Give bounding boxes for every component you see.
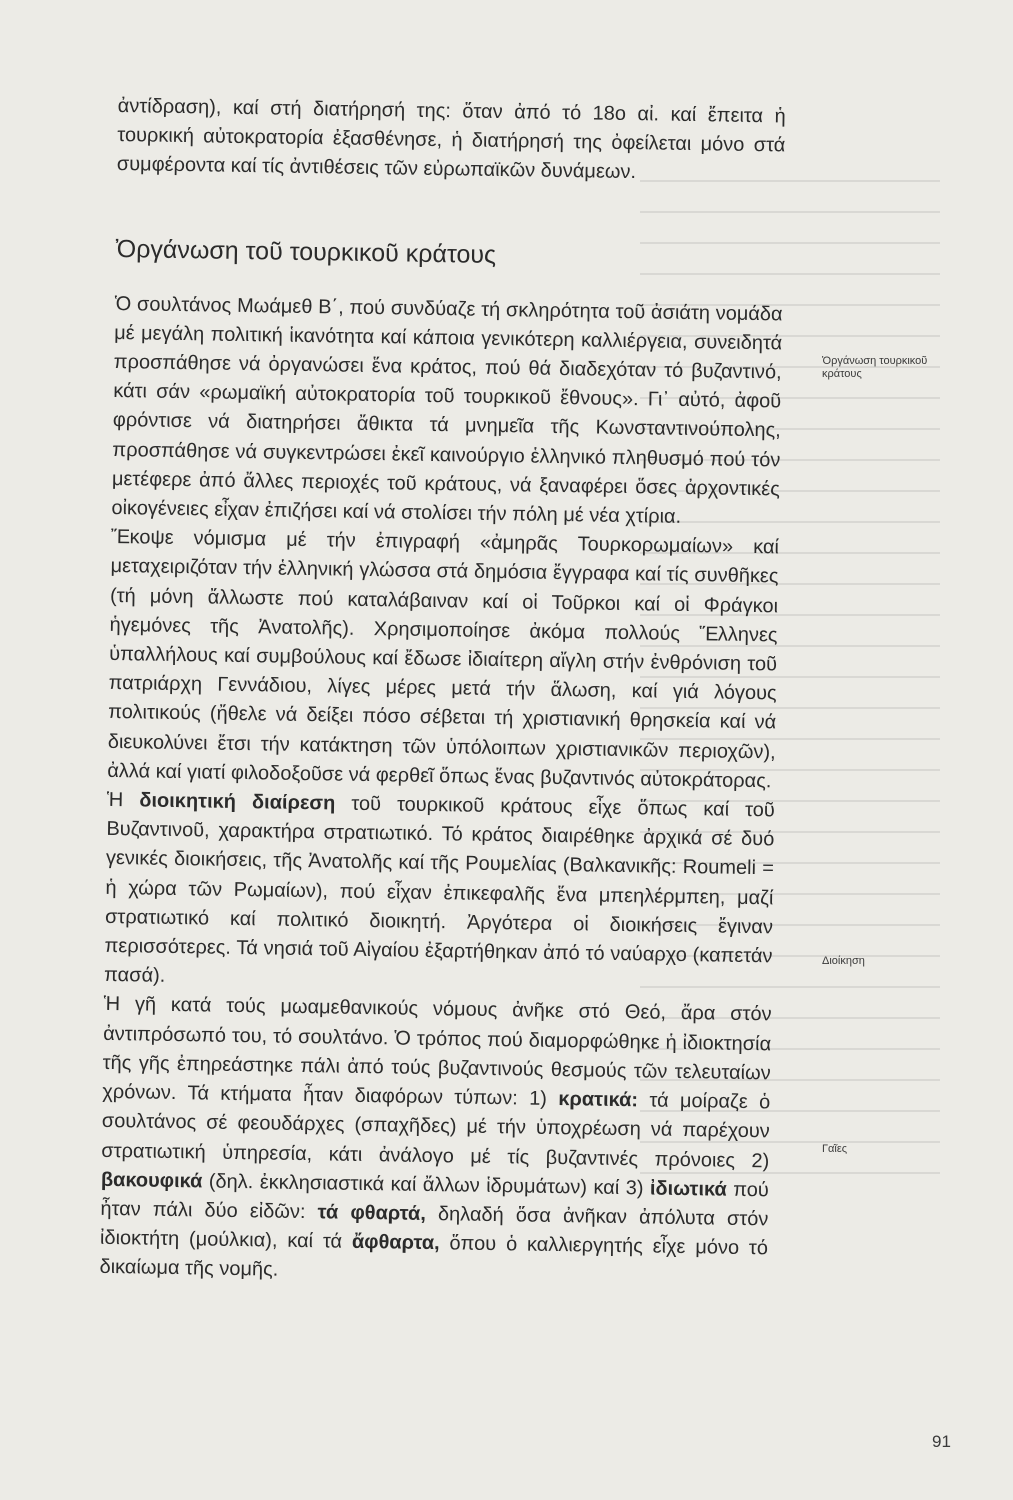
section-heading: Ὀργάνωση τοῦ τουρκικοῦ κράτους xyxy=(115,234,497,269)
paragraph-3 xyxy=(104,786,775,1001)
intro-paragraph: ἀντίδραση), καί στή διατήρησή της: ὅταν ἀπό τό 18ο αἰ. καί ἔπειτα ἡ τουρκική αὐτοκρατορία ἐξασθένησε, ἡ διατήρησή της ὀφείλεται μόνο στά συμφέροντα καί τίς ἀντιθέσεις τῶν εὐρωπαϊκῶν δυνάμεων. xyxy=(116,94,786,184)
page-number: 91 xyxy=(932,1432,951,1451)
paragraph-3-text: τοῦ τουρκικοῦ κράτους εἶχε ὅπως καί τοῦ Βυζαντινοῦ, χαρακτήρα στρατιωτικό. Τό κράτος διαιρέθηκε ἀρχικά σέ δυό γενικές διοικήσεις, τῆς Ἀνατολῆς καί τῆς Ρουμελίας (Βαλκανικῆς: Roumeli = ἡ χώρα τῶν Ρωμαίων), πού εἶχαν ἐπικεφαλῆς ἕνα μπεηλέρμπεη, μαζί στρατιωτικό καί πολιτικό διοικητή. Ἀργότερα οἱ διοικήσεις ἔγιναν περισσότερες. Τά νησιά τοῦ Αἰγαίου ἐξαρτήθηκαν ἀπό τό ναύαρχο (καπετάν πασά). xyxy=(103,792,775,988)
paragraph-4 xyxy=(99,990,772,1292)
paragraph-4-text: Ἡ γῆ κατά τούς μωαμεθανικούς νόμους ἀνῆκε στό Θεό, ἄρα στόν ἀντιπρόσωπό του, τό σουλτάνο. Ὁ τρόπος πού διαμορφώθηκε ἡ ἰδιοκτησία τῆς γῆς ἐπηρεάστηκε πάλι ἀπό τούς βυζαντινούς θεσμούς τῶν τελευταίων χρόνων. Τά κτήματα ἦταν διαφόρων τύπων: 1) xyxy=(102,993,772,1111)
bold-term-perishable: τά φθαρτά, xyxy=(317,1201,427,1225)
paragraph-2: Ἔκοψε νόμισμα μέ τήν ἐπιγραφή «ἀμηρᾶς Τουρκορωμαίων» καί μεταχειριζόταν τήν ἑλληνική γλώσσα στά δημόσια ἔγγραφα καί τίς συνθῆκες (τή μόνη ἄλλωστε πού καταλάβαιναν καί οἱ Τοῦρκοι καί οἱ Φράγκοι ἡγεμόνες τῆς Ἀνατολῆς). Χρησιμοποίησε ἀκόμα πολλούς Ἕλληνες ὑπαλλήλους καί συμβούλους καί ἔδωσε ἰδιαίτερη αἴγλη στήν ἐνθρόνιση τοῦ πατριάρχη Γεννάδιου, λίγες μέρες μετά τήν ἅλωση, καί γιά λόγους πολιτικούς (ἤθελε νά δείξει πόσο σέβεται τή χριστιανική θρησκεία καί νά διευκολύνει ἔτσι τήν κατάκτηση τῶν ὑπόλοιπων χριστιανικῶν περιοχῶν), ἀλλά καί γιατί φιλοδοξοῦσε νά φερθεῖ ὅπως ἕνας βυζαντινός αὐτοκράτορας. xyxy=(107,526,780,793)
paragraph-4-text: (δηλ. ἐκκλησιαστικά καί ἄλλων ἱδρυμάτων) καί 3) xyxy=(202,1170,651,1200)
main-text-column xyxy=(99,92,786,1293)
paragraph-4-text: πού ἦταν πάλι δύο εἰδῶν: xyxy=(100,1178,770,1224)
paragraph-3-text: Ἡ xyxy=(106,788,140,812)
paragraph-1: Ὁ σουλτάνος Μωάμεθ Β΄, πού συνδύαζε τή σκληρότητα τοῦ ἀσιάτη νομάδα μέ μεγάλη πολιτική ἱκανότητα καί κάποια γενικότερη καλλιέργεια, συνειδητά προσπάθησε νά ὀργανώσει ἕνα κράτος, πού θά διαδεχόταν τό βυζαντινό, κάτι σάν «ρωμαϊκή αὐτοκρατορία τοῦ τουρκικοῦ ἔθνους». Γι᾽ αὐτό, ἀφοῦ φρόντισε νά διατηρήσει ἄθικτα τά μνημεῖα τῆς Κωνσταντινούπολης, προσπάθησε νά συγκεντρώσει ἐκεῖ καινούργιο ἑλληνικό πληθυσμό πού τόν μετέφερε ἀπό ἄλλες περιοχές τοῦ κράτους, νά ξαναφέρει ὅσες ἀρχοντικές οἰκογένειες εἶχαν ἐπιζήσει καί νά στολίσει τήν πόλη μέ νέα χτίρια. xyxy=(111,292,783,528)
bold-term-imperishable: ἄφθαρτα, xyxy=(351,1230,440,1255)
margin-note-organisation: Ὀργάνωση τουρκικοῦ κράτους xyxy=(822,355,928,380)
paragraph-4-text: ὅπου ὁ καλλιεργητής εἶχε μόνο τό δικαίωμα τῆς νομῆς. xyxy=(99,1232,769,1281)
paragraph-4-text: δηλαδή ὅσα ἀνῆκαν ἀπόλυτα στόν ἰδιοκτήτη (μούλκια), καί τά xyxy=(99,1202,769,1253)
bold-term-administrative-division: διοικητική διαίρεση xyxy=(139,789,336,815)
bold-term-private: ἰδιωτικά xyxy=(649,1177,727,1201)
margin-note-lands: Γαῖες xyxy=(822,1143,848,1155)
paragraph-4-text: τά μοίραζε ὁ σουλτάνος σέ φεουδάρχες (σπαχῆδες) μέ τήν ὑποχρέωση νά παρέχουν στρατιωτική ὑπηρεσία, κάτι ἀνάλογο μέ τίς βυζαντινές πρόνοιες 2) xyxy=(101,1089,771,1172)
bold-term-state: κρατικά: xyxy=(558,1088,639,1112)
margin-note-administration: Διοίκηση xyxy=(822,955,865,967)
bold-term-vakoufika: βακουφικά xyxy=(100,1168,203,1193)
